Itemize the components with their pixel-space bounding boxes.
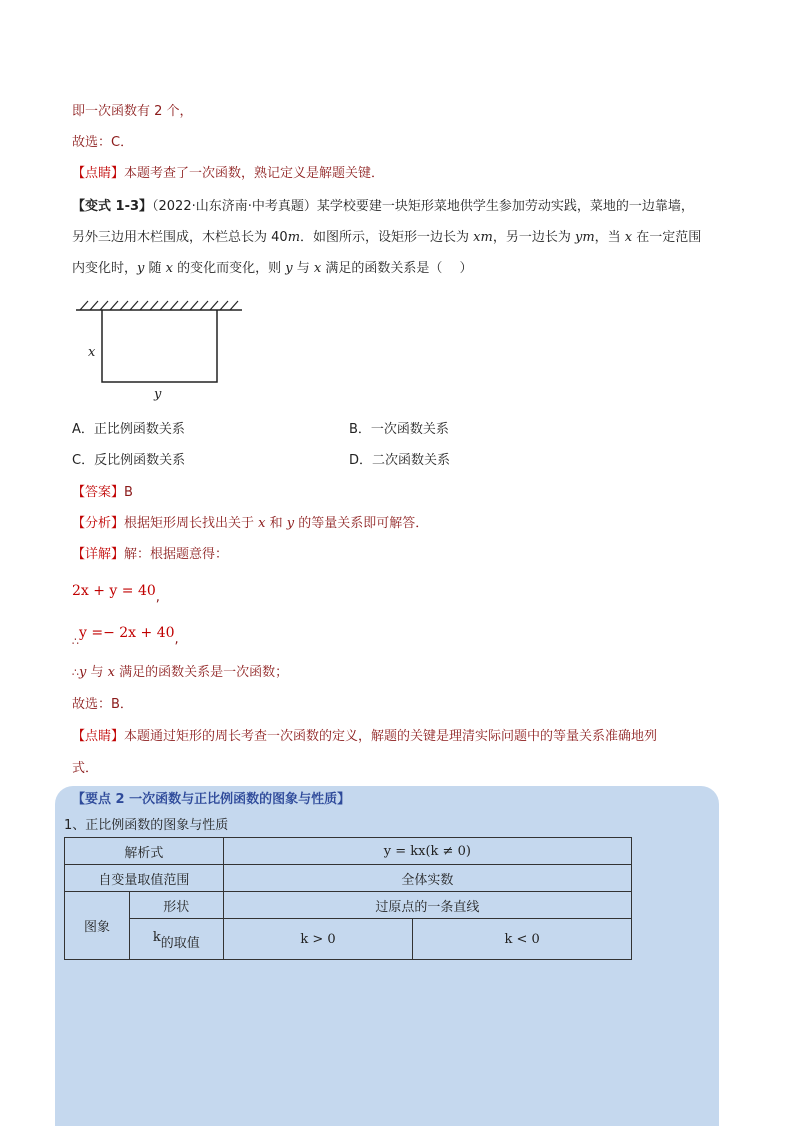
table-row: [65, 919, 632, 960]
q-var: y: [285, 261, 293, 276]
q-seg: 满足的函数关系是（ ）: [321, 261, 473, 276]
choose-b-line: 故选：B．: [72, 697, 133, 712]
table-row: [65, 865, 632, 892]
option-a: A．正比例函数关系: [72, 422, 185, 437]
concl-var: y: [79, 665, 87, 680]
table-cell: k > 0: [223, 919, 413, 960]
question-tag: 【变式 1-3】: [72, 199, 153, 214]
table-cell: 自变量取值范围: [65, 865, 224, 892]
question-line-3: [72, 259, 472, 279]
table-cell: 过原点的一条直线: [223, 892, 631, 919]
q-var: x: [165, 261, 173, 276]
q-var: x: [624, 230, 633, 245]
label-y: y: [154, 387, 162, 402]
eq1-comma: ,: [155, 590, 160, 605]
section-title: 【要点 2 一次函数与正比例函数的图象与性质】: [72, 792, 351, 807]
analysis-var: x: [258, 516, 266, 531]
table-cell: 解析式: [65, 838, 224, 865]
line-note-1: [72, 164, 384, 184]
detail-text: 解：根据题意得：: [124, 547, 229, 562]
option-b: B．一次函数关系: [349, 422, 449, 437]
table-cell: k < 0: [413, 919, 632, 960]
section-subtitle: 1、正比例函数的图象与性质: [64, 818, 229, 833]
note-line-2: [72, 727, 657, 747]
table-cell: y = kx(k ≠ 0): [223, 838, 631, 865]
note-tag: 【点睛】: [72, 166, 125, 181]
q-seg: 的变化而变化，则: [172, 261, 286, 276]
k-label: 的取值: [160, 935, 200, 951]
therefore-symbol: ∴: [72, 635, 79, 648]
concl-seg: 满足的函数关系是一次函数；: [114, 665, 289, 680]
q-seg: 与: [292, 261, 314, 276]
option-d: D．二次函数关系: [349, 453, 451, 468]
q-var: y: [137, 261, 145, 276]
question-text-1: 某学校要建一块矩形菜地供学生参加劳动实践，菜地的一边靠墙，: [316, 199, 694, 214]
rectangle-wall-figure: [72, 298, 252, 406]
analysis-seg: 根据矩形周长找出关于: [124, 516, 259, 531]
concl-seg: 与: [86, 665, 108, 680]
q-var: x: [313, 261, 322, 276]
conclusion-line: [72, 663, 288, 683]
answer-value: B: [124, 485, 133, 500]
analysis-line: [72, 514, 428, 534]
question-line-1: [72, 197, 694, 217]
note2-text: 本题通过矩形的周长考查一次函数的定义，解题的关键是理清实际问题中的等量关系准确地列: [124, 729, 658, 744]
q-var: xm: [473, 230, 493, 245]
q-seg: 随: [144, 261, 166, 276]
analysis-var: y: [286, 516, 295, 531]
q-unit: m: [287, 230, 301, 245]
q-num: 40: [271, 230, 288, 245]
q-seg: ，另一边长为: [492, 230, 575, 245]
note2-tag: 【点睛】: [72, 729, 125, 744]
table-row: [65, 892, 632, 919]
label-x: x: [88, 345, 96, 360]
fence: [102, 310, 217, 382]
detail-line: [72, 545, 228, 565]
eq2-comma: ,: [174, 632, 179, 647]
question-source: （2022·山东济南·中考真题）: [152, 199, 317, 214]
detail-tag: 【详解】: [72, 547, 125, 562]
wall-hatching: [80, 301, 238, 310]
table-cell: [129, 919, 223, 960]
table-cell: 图象: [65, 892, 130, 960]
note-line-3: 式．: [72, 761, 99, 776]
eq1-text: 2x + y = 40: [72, 583, 156, 599]
note-text: 本题考查了一次函数，熟记定义是解题关键．: [124, 166, 385, 181]
question-line-2: [72, 228, 701, 248]
table-row: [65, 838, 632, 865]
table-cell: 形状: [129, 892, 223, 919]
q-seg: ．如图所示，设矩形一边长为: [300, 230, 474, 245]
line-choice-c: 故选：C．: [72, 135, 134, 150]
equation-1: [72, 581, 160, 605]
answer-line: [72, 483, 133, 503]
proportional-function-table: [64, 837, 632, 960]
table-cell: 全体实数: [223, 865, 631, 892]
equation-2: [72, 623, 179, 648]
eq2-text: y =− 2x + 40: [79, 625, 175, 641]
therefore-symbol: ∴: [72, 666, 79, 679]
q-var: ym: [574, 230, 595, 245]
q-seg: 在一定范围: [632, 230, 702, 245]
q-seg: 另外三边用木栏围成，木栏总长为: [72, 230, 272, 245]
answer-tag: 【答案】: [72, 485, 125, 500]
q-seg: ，当: [594, 230, 625, 245]
option-c: C．反比例函数关系: [72, 453, 186, 468]
line-count: 即一次函数有 2 个，: [72, 104, 193, 119]
analysis-seg: 的等量关系即可解答．: [294, 516, 429, 531]
analysis-tag: 【分析】: [72, 516, 125, 531]
q-seg: 内变化时，: [72, 261, 138, 276]
concl-var: x: [107, 665, 115, 680]
analysis-seg: 和: [265, 516, 287, 531]
k-symbol: k: [152, 929, 161, 945]
